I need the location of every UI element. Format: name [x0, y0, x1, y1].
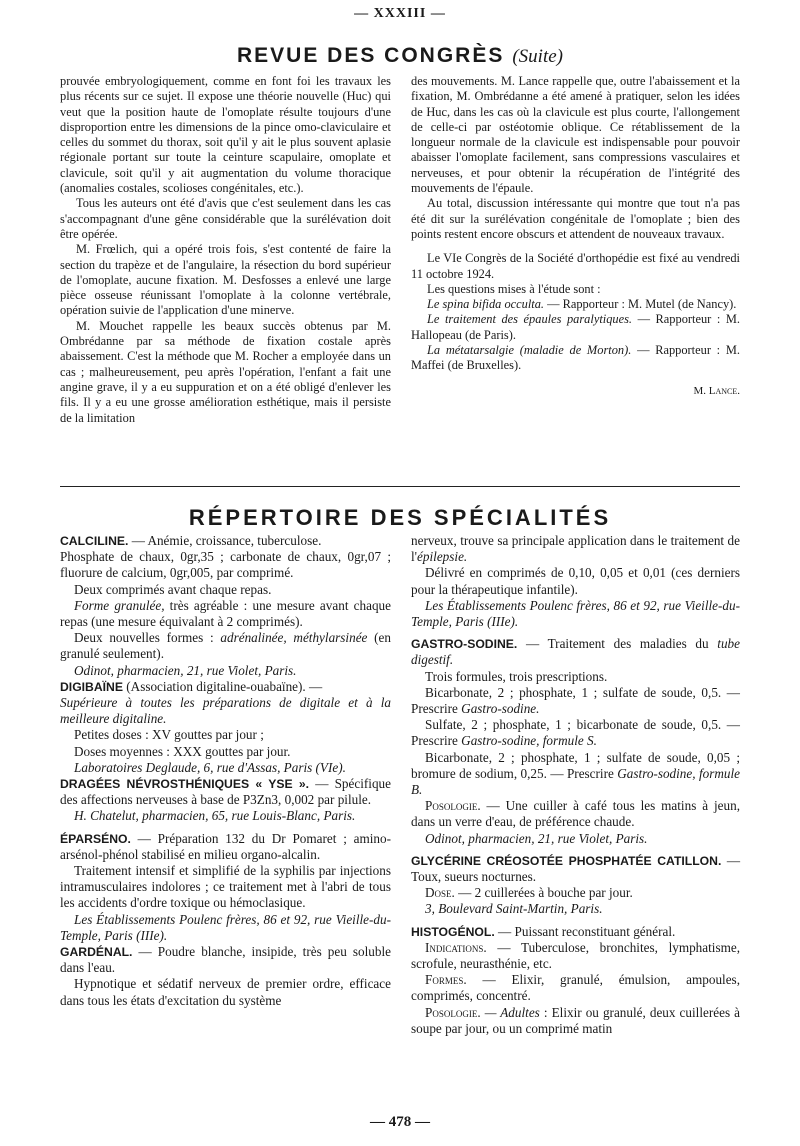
section-number: — XXXIII — [354, 6, 446, 21]
congres-announcement: Le VIe Congrès de la Société d'orthopédie est fixé au vendredi 11 octobre 1924. [411, 251, 740, 281]
paragraph: Au total, discussion intéressante qui montre que tout n'a pas été dit sur la surélévation congénitale de l'omoplate ; bien des points restent encore obscurs et attendent de nouveaux travaux. [411, 196, 740, 241]
entry-gardenal: GARDÉNAL. — Poudre blanche, insipide, très peu soluble dans l'eau. Hypnotique et sédatif nerveux de premier ordre, efficace dans tous les états d'excitation du système [60, 944, 391, 1008]
page-number: — 478 — [370, 1114, 430, 1130]
question-item: Le spina bifida occulta. — Rapporteur : M. Mutel (de Nancy). [427, 297, 737, 312]
paragraph: Tous les auteurs ont été d'avis que c'est seulement dans les cas s'accompagnant d'une gêne considérable que la surélévation doit être opérée. [60, 196, 391, 241]
repertoire-title: RÉPERTOIRE DES SPÉCIALITÉS [188, 505, 612, 530]
entry-gastro-sodine: GASTRO-SODINE. — Traitement des maladies du tube digestif. Trois formules, trois prescriptions. Bicarbonate, 2 ; phosphate, 1 ; sulfate de soude, 0,5. — Prescrire Gastro-sodine. Sulfate, 2 ; phosphate, 1 ; bicarbonate de soude, 0,5. — Prescrire Gastro-sodine, formule S. Bicarbonate, 2 ; phosphate, 1 ; sulfate de soude, 0,05 ; bromure de sodium, 0,25. — Prescrire Gastro-sodine, formule B. Posologie. — Une cuiller à café tous les matins à jeun, dans un verre d'eau, de préférence chaude. Odinot, pharmacien, 21, rue Violet, Paris. [411, 636, 741, 846]
revue-suite: (Suite) [512, 46, 564, 67]
entry-histogenol: HISTOGÉNOL. — Puissant reconstituant général. Indications. — Tuberculose, bronchites, lymphatisme, scrofule, neurasthénie, etc. Formes. — Elixir, granulé, émulsion, ampoules, comprimés, concentré. Posologie. — Adultes : Elixir ou granulé, deux cuillerées à soupe par jour, ou un comprimé matin [411, 923, 740, 1036]
question-item: Le traitement des épaules paralytiques. — Rapporteur : M. Hallopeau (de Paris). [411, 312, 740, 342]
entry-digibaine: DIGIBAÏNE (Association digitaline-ouabaïne). — Supérieure à toutes les préparations de digitale et à la meilleure digitaline. Petites doses : XV gouttes par jour ; Doses moyennes : XXX gouttes par jour. Laboratoires Deglaude, 6, rue d'Assas, Paris (VIe). [60, 678, 391, 775]
revue-right-column [411, 74, 740, 399]
revue-heading [60, 44, 740, 68]
question-item: La métatarsalgie (maladie de Morton). — Rapporteur : M. Maffei (de Bruxelles). [411, 343, 740, 373]
questions-intro: Les questions mises à l'étude sont : [427, 281, 601, 296]
revue-left-column [60, 74, 391, 426]
entry-glycerine: GLYCÉRINE CRÉOSOTÉE PHOSPHATÉE CATILLON. — Toux, sueurs nocturnes. Dose. — 2 cuillerées à bouche par jour. 3, Boulevard Saint-Martin, Paris. [411, 852, 740, 917]
entry-dragees: DRAGÉES NÉVROSTHÉNIQUES « YSE ». — Spécifique des affections nerveuses à base de P3Zn3, 0,002 par pilule. H. Chatelut, pharmacien, 65, rue Louis-Blanc, Paris. [60, 776, 391, 824]
revue-title: REVUE DES CONGRÈS [236, 44, 505, 67]
entry-gardenal-cont: nerveux, trouve sa principale application dans le traitement de l'épilepsie. Délivré en comprimés de 0,10, 0,05 et 0,01 (ces derniers pour la thérapeutique infantile). Les Établissements Poulenc frères, 86 et 92, rue Vieille-du-Temple, Paris (IIIe). [411, 533, 740, 630]
repertoire-right-column [411, 533, 740, 1037]
repertoire-left-column [60, 533, 391, 1009]
signature: M. Lance. [693, 384, 740, 397]
paragraph: M. Mouchet rappelle les beaux succès obtenus par M. Ombrédanne par sa méthode de fixation costale après abaissement. C'est la méthode que M. Rocher a employée dans un cas ; malheureusement, peu après l'opération, l'enfant a fait une angine grave, il y a eu suppuration et on a été obligé d'enlever les fils. Il y a eu une grosse amélioration esthétique, mais il persiste de la limitation [60, 318, 391, 425]
entry-calciline: CALCILINE. — Anémie, croissance, tuberculose. Phosphate de chaux, 0gr,35 ; carbonate de chaux, 0gr,07 ; fluorure de calcium, 0gr,005, par comprimé. Deux comprimés avant chaque repas. Forme granulée, très agréable : une mesure avant chaque repas (une mesure équivalant à 2 comprimés). Deux nouvelles formes : adrénalinée, méthylarsinée (en granulé seulement). Odinot, pharmacien, 21, rue Violet, Paris. [60, 533, 391, 678]
paragraph: prouvée embryologiquement, comme en font foi les travaux les plus récents sur ce sujet. Il expose une théorie nouvelle (Huc) qui veut que la position haute de l'omoplate résulte toujours d'une disproportion entre les dimensions de la pince omo-claviculaire et celles du sommet du thorax, soit qu'il y ait le plus souvent aplasie régionale portant sur toute la ceinture scapulaire, omoplate et clavicule, soit qu'il y ait augmentation du volume thoracique (anomalies costales, scolioses congénitales, etc.). [60, 74, 391, 196]
paragraph: M. Frœlich, qui a opéré trois fois, s'est contenté de faire la section du trapèze et de l'angulaire, la résection du bord supérieur de l'omoplate, aucune fixation. M. Desfosses a enlevé une large pièce osseuse réunissant l'omoplate à la colonne vertébrale, opération suivie de l'application d'une minerve. [60, 242, 391, 318]
paragraph: des mouvements. M. Lance rappelle que, outre l'abaissement et la fixation, M. Ombrédanne a été amené à pratiquer, selon les idées de Huc, dans les cas où la clavicule est plus courte, l'allongement de celle-ci par ostéotomie oblique. Ce rétablissement de la longueur normale de la clavicule est indispensable pour pouvoir abaisser l'omoplate facilement, sans compressions vasculaires et nerveuses, et pour obtenir la récupération de l'intégrité des mouvements de l'épaule. [411, 74, 740, 196]
section-divider [60, 486, 740, 487]
entry-eparseno: ÉPARSÉNO. — Préparation 132 du Dr Pomaret ; amino-arsénol-phénol stabilisé en milieu organo-alcalin. Traitement intensif et simplifié de la syphilis par injections intramusculaires indolores ; ce traitement met à l'abri de tous les accidents d'ordre toxique ou hémoclasique. Les Établissements Poulenc frères, 86 et 92, rue Vieille-du-Temple, Paris (IIIe). [60, 830, 391, 943]
